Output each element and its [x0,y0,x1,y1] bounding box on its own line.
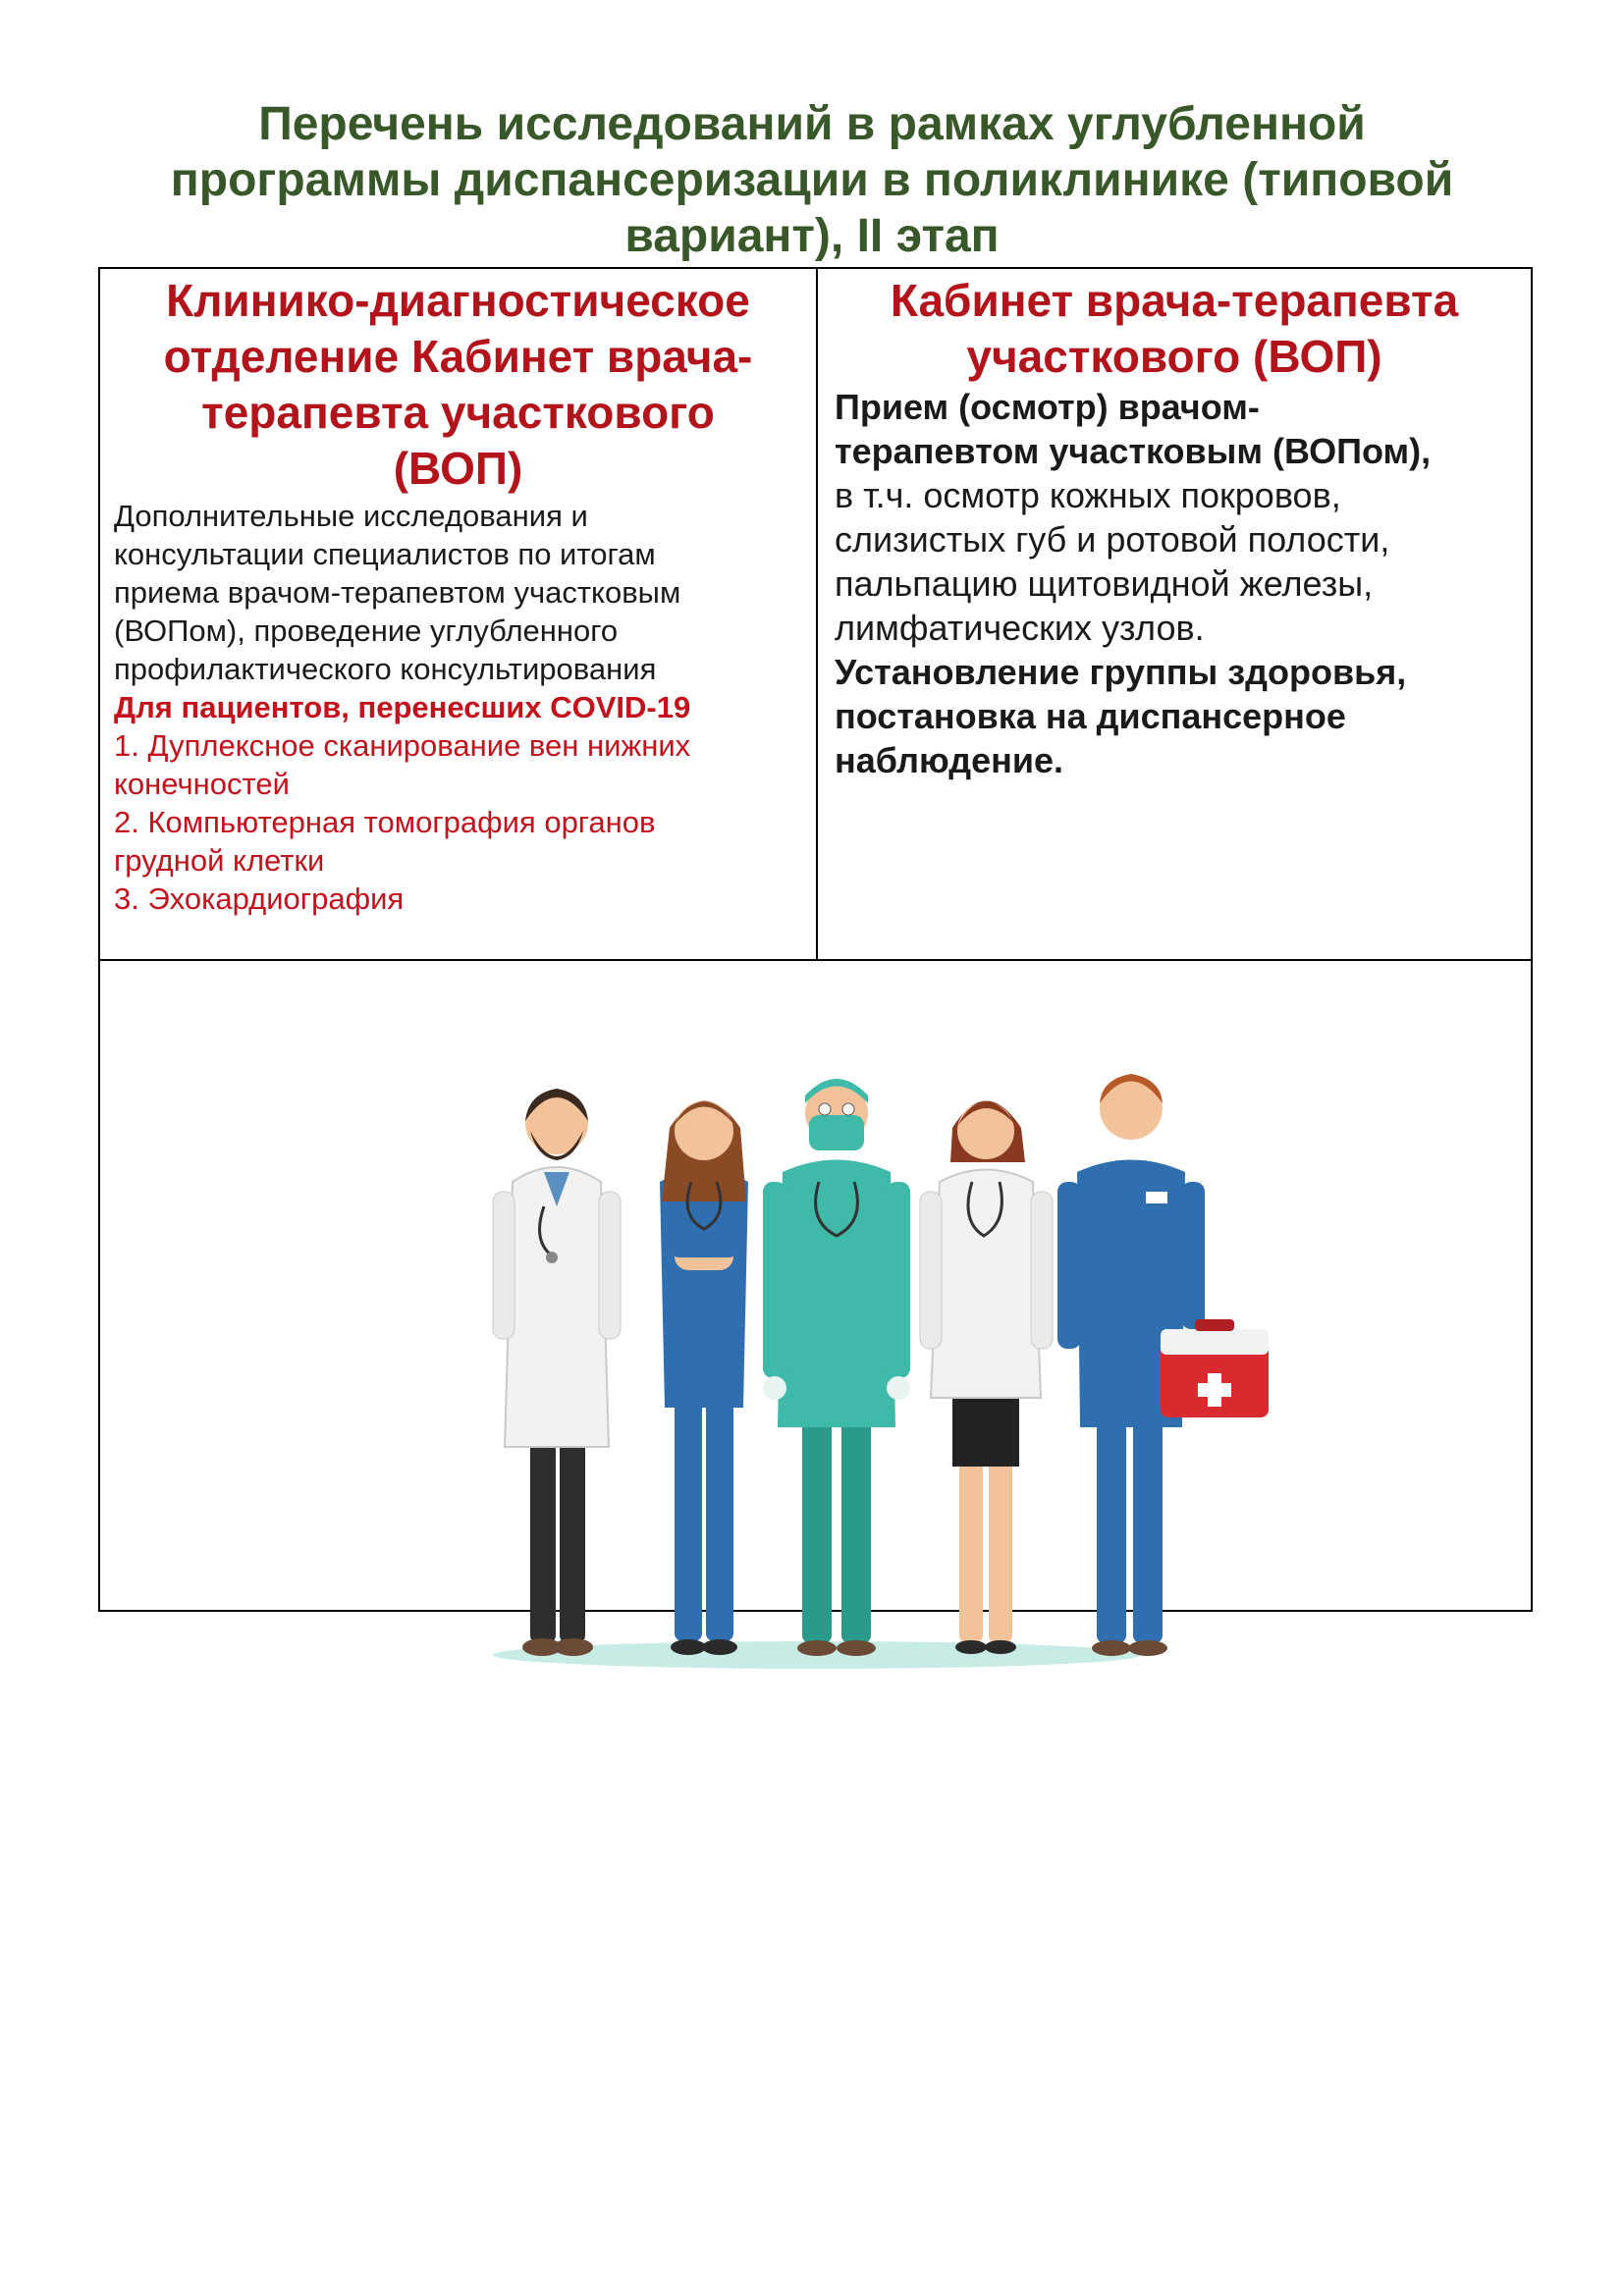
surgeon-green-scrubs-figure [763,1079,910,1656]
doctor-male-bearded-figure [493,1089,621,1656]
exam-list [100,726,816,918]
left-description: Дополнительные исследования и консультации специалистов по итогам приема врачом-терапевтом участковым (ВОПом), проведение углубленного профилактического консультирования [114,499,681,686]
row-divider [100,959,1531,961]
covid-subheading: Для пациентов, перенесших COVID-19 [114,690,691,724]
list-item: 2. Компьютерная томография органов грудной клетки [114,805,656,878]
right-cell [818,269,1531,959]
left-heading: Клинико-диагностическое отделение Кабинет врача- терапевта участкового (ВОП) [163,275,753,494]
title-line-3: вариант), II этап [624,210,1000,262]
title-line-2: программы диспансеризации в поликлинике (типовой [170,154,1454,206]
left-cell [100,269,816,959]
nurse-female-blue-scrubs-figure [660,1101,748,1656]
first-aid-kit-icon [1161,1319,1269,1417]
right-heading: Кабинет врача-терапевта участкового (ВОП) [890,275,1459,382]
right-description: Прием (осмотр) врачом- терапевтом участковым (ВОПом), в т.ч. осмотр кожных покровов, слизистых губ и ротовой полости, пальпацию щитовидной железы, лимфатических узлов. Установление группы здоровья, постановка на диспансерное наблюдение. [835,387,1432,780]
doctor-female-white-coat-figure [920,1101,1053,1655]
medical-staff-illustration [483,1035,1327,1682]
list-item: 3. Эхокардиография [114,881,405,916]
title-line-1: Перечень исследований в рамках углубленной [258,98,1366,150]
info-table [98,267,1533,1612]
page-title [98,96,1526,264]
list-item: 1. Дуплексное сканирование вен нижних конечностей [114,728,691,801]
